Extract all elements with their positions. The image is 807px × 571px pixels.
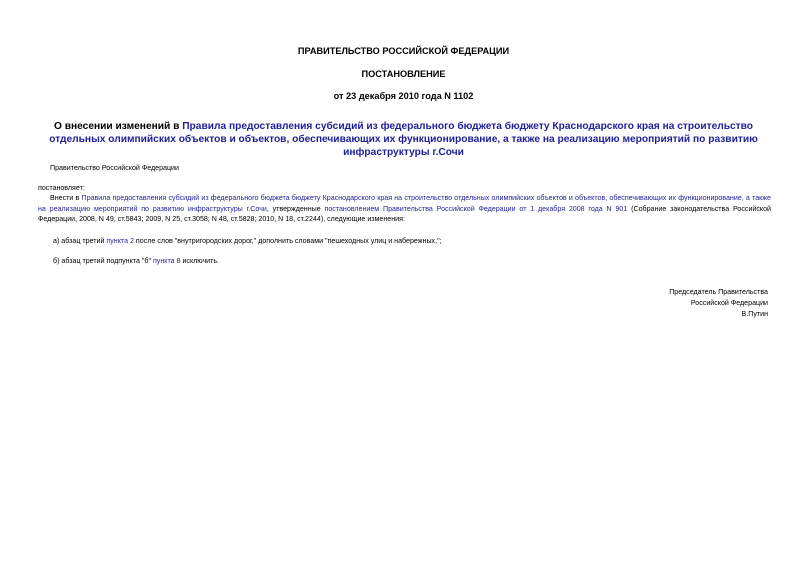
main-text-2: , утвержденные (266, 204, 325, 213)
resolution-901-link[interactable]: постановлением Правительства Российской Федерации от 1 декабря 2008 года N 901 (324, 204, 628, 213)
document-date-number: от 23 декабря 2010 года N 1102 (333, 91, 474, 101)
rules-link[interactable]: Правила предоставления субсидий из федерального бюджета бюджету Краснодарского края на строительство отдельных олимпийских объектов и объектов, обеспечивающих их функционирование, а также на реализацию мероприятий по развитию инфраструктуры г.Сочи (38, 194, 771, 213)
document-type: ПОСТАНОВЛЕНИЕ (361, 69, 446, 79)
signature-position: Председатель Правительства (669, 288, 768, 296)
subject-prefix: О внесении изменений в (53, 121, 183, 132)
government-name: Правительство Российской Федерации (50, 164, 179, 172)
item-8-link[interactable]: пункта 8 (152, 257, 181, 265)
item-a (53, 236, 442, 247)
main-text-3: (Собрание законодательства Российской Федерации, 2008, N 49, ст.5843; 2009, N 25, ст.3058; N 48, ст.5828; 2010, N 18, ст.2244), следующие изменения: (38, 204, 772, 223)
item-b-text-2: исключить. (180, 257, 220, 265)
item-b-text-1: б) абзац третий подпункта "б" (53, 257, 153, 265)
government-title: ПРАВИТЕЛЬСТВО РОССИЙСКОЙ ФЕДЕРАЦИИ (297, 46, 510, 56)
decrees-word: постановляет: (38, 184, 85, 192)
main-text-1: Внести в (50, 194, 82, 202)
signature-name: В.Путин (741, 310, 768, 318)
item-b (53, 256, 219, 267)
main-paragraph (38, 193, 771, 225)
signature-organization: Российской Федерации (690, 299, 768, 307)
item-2-link[interactable]: пункта 2 (106, 237, 134, 245)
document-subject (34, 120, 773, 159)
subject-rules-link[interactable]: Правила предоставления субсидий из федерального бюджета бюджету Краснодарского края на строительство отдельных олимпийских объектов и объектов, обеспечивающих их функционирование, а также на реализацию мероприятий по развитию инфраструктуры г.Сочи (49, 121, 758, 158)
item-a-text-1: а) абзац третий (53, 237, 107, 245)
item-a-text-2: после слов "внутригородских дорог," дополнить словами "пешеходных улиц и набережных,"; (133, 237, 442, 245)
